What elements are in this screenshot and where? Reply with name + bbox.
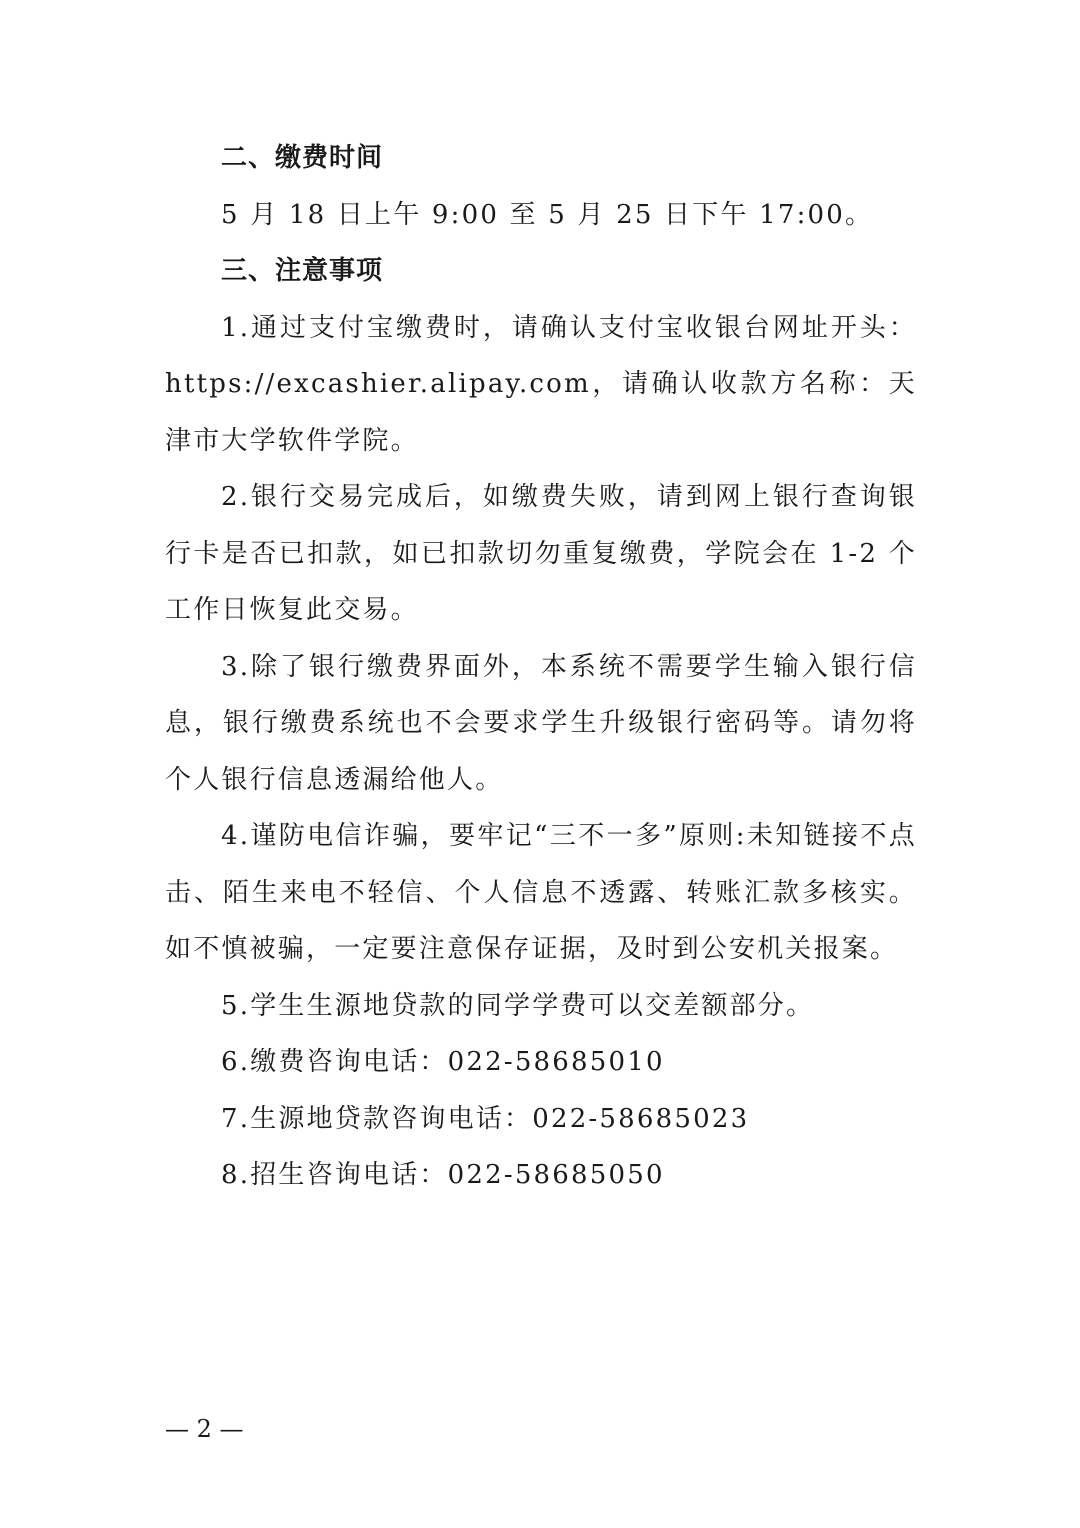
note-item-1: 1.通过支付宝缴费时，请确认支付宝收银台网址开头：https://excashier.alipay.com，请确认收款方名称：天津市大学软件学院。 bbox=[165, 312, 917, 456]
note-item-7: 7.生源地贷款咨询电话：022-58685023 bbox=[221, 1103, 750, 1134]
payment-time-text: 5 月 18 日上午 9:00 至 5 月 25 日下午 17:00。 bbox=[221, 199, 874, 230]
note-item-2: 2.银行交易完成后，如缴费失败，请到网上银行查询银行卡是否已扣款，如已扣款切勿重复缴费，学院会在 1-2 个工作日恢复此交易。 bbox=[165, 482, 917, 625]
document-body bbox=[165, 130, 917, 1204]
note-item-4: 4.谨防电信诈骗，要牢记“三不一多”原则:未知链接不点击、陌生来电不轻信、个人信息不透露、转账汇款多核实。如不慎被骗，一定要注意保存证据，及时到公安机关报案。 bbox=[165, 821, 917, 964]
page-number: — 2 — bbox=[165, 1415, 244, 1443]
note-item-6: 6.缴费咨询电话：022-58685010 bbox=[221, 1047, 665, 1077]
section-heading-payment-time: 二、缴费时间 bbox=[221, 143, 384, 173]
note-item-3: 3.除了银行缴费界面外，本系统不需要学生输入银行信息，银行缴费系统也不会要求学生升级银行密码等。请勿将个人银行信息透漏给他人。 bbox=[165, 651, 917, 795]
note-item-5: 5.学生生源地贷款的同学学费可以交差额部分。 bbox=[221, 990, 815, 1021]
section-heading-notes: 三、注意事项 bbox=[221, 256, 384, 286]
note-item-8: 8.招生咨询电话：022-58685050 bbox=[221, 1160, 665, 1190]
